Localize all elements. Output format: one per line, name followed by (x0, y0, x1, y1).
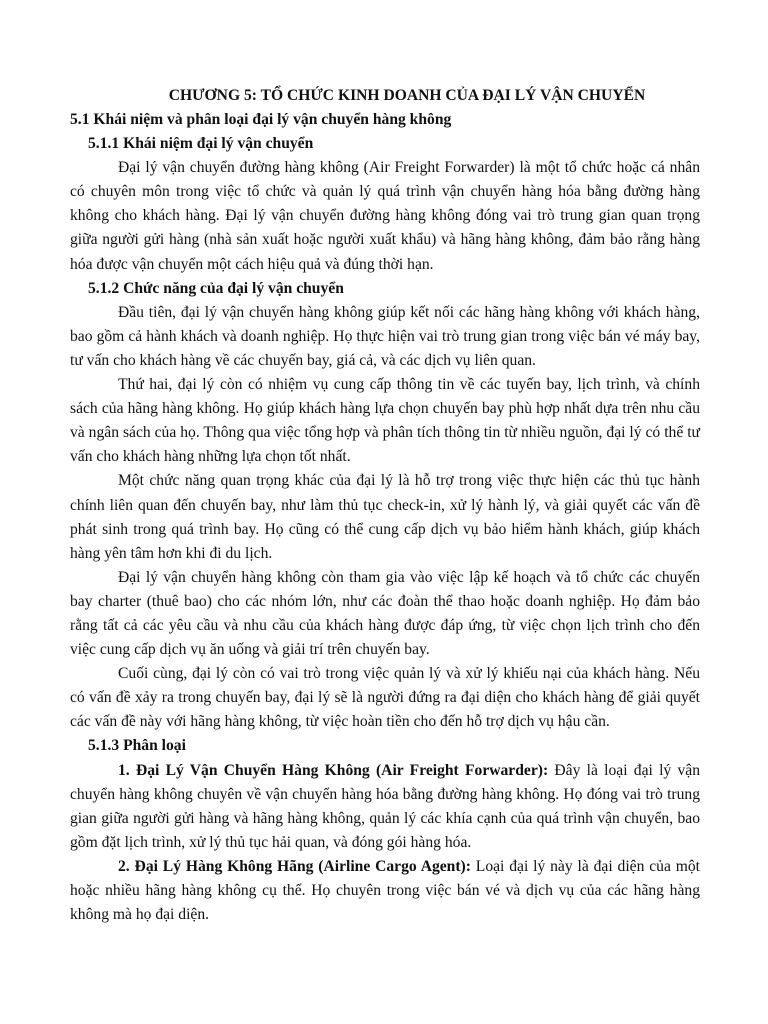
paragraph-function-2: Thứ hai, đại lý còn có nhiệm vụ cung cấp thông tin về các tuyến bay, lịch trình, và chính sách của hãng hàng không. Họ giúp khách hàng lựa chọn chuyến bay phù hợp nhất dựa trên nhu cầu và ngân sách của họ. Thông qua việc tổng hợp và phân tích thông tin từ nhiều nguồn, đại lý có thể tư vấn cho khách hàng những lựa chọn tốt nhất. (70, 376, 700, 466)
paragraph-function-1: Đầu tiên, đại lý vận chuyển hàng không giúp kết nối các hãng hàng không với khách hàng, bao gồm cả hành khách và doanh nghiệp. Họ thực hiện vai trò trung gian trong việc bán vé máy bay, tư vấn cho khách hàng về các chuyến bay, giá cả, và các dịch vụ liên quan. (70, 303, 700, 369)
section-heading-5-1-1: 5.1.1 Khái niệm đại lý vận chuyển (88, 135, 314, 153)
paragraph-function-3: Một chức năng quan trọng khác của đại lý là hỗ trợ trong việc thực hiện các thủ tục hành chính liên quan đến chuyến bay, như làm thủ tục check-in, xử lý hành lý, và giải quyết các vấn đề phát sinh trong quá trình bay. Họ cũng có thể cung cấp dịch vụ bảo hiểm hành khách, giúp khách hàng yên tâm hơn khi đi du lịch. (70, 472, 700, 562)
paragraph-function-5: Cuối cùng, đại lý còn có vai trò trong việc quản lý và xử lý khiếu nại của khách hàng. Nếu có vấn đề xảy ra trong chuyến bay, đại lý sẽ là người đứng ra đại diện cho khách hàng để giải quyết các vấn đề này với hãng hàng không, từ việc hoàn tiền cho đến hỗ trợ dịch vụ hậu cần. (70, 665, 700, 731)
document-page (70, 84, 700, 927)
classification-text: Loại đại lý này là đại diện của một hoặc nhiều hãng hàng không cụ thể. Họ chuyên trong việc bán vé và dịch vụ của các hãng hàng không mà họ đại diện. (70, 857, 700, 924)
paragraph-function-4: Đại lý vận chuyển hàng không còn tham gia vào việc lập kế hoạch và tổ chức các chuyến bay charter (thuê bao) cho các nhóm lớn, như các đoàn thể thao hoặc doanh nghiệp. Họ đảm bảo rằng tất cả các yêu cầu và nhu cầu của khách hàng được đáp ứng, từ việc chọn lịch trình cho đến việc cung cấp dịch vụ ăn uống và giải trí trên chuyến bay. (70, 568, 700, 659)
classification-text: Đây là loại đại lý vận chuyển hàng không chuyên về vận chuyển hàng hóa bằng đường hàng không. Họ đóng vai trò trung gian giữa người gửi hàng và hãng hàng không, quản lý các khía cạnh của quá trình vận chuyển, bao gồm đặt lịch trình, xử lý thủ tục hải quan, và đóng gói hàng hóa. (70, 761, 700, 851)
chapter-title: CHƯƠNG 5: TỔ CHỨC KINH DOANH CỦA ĐẠI LÝ VẬN CHUYỂN (168, 87, 646, 104)
section-heading-5-1: 5.1 Khái niệm và phân loại đại lý vận chuyển hàng không (70, 111, 452, 128)
classification-label: 1. Đại Lý Vận Chuyển Hàng Không (Air Freight Forwarder): (118, 761, 549, 779)
section-heading-5-1-2: 5.1.2 Chức năng của đại lý vận chuyển (88, 279, 344, 297)
paragraph-definition: Đại lý vận chuyển đường hàng không (Air Freight Forwarder) là một tổ chức hoặc cá nhân có chuyên môn trong việc tổ chức và quản lý quá trình vận chuyển hàng hóa bằng đường hàng không cho khách hàng. Đại lý vận chuyển đường hàng không đóng vai trò trung gian quan trọng giữa người gửi hàng (nhà sản xuất hoặc người xuất khẩu) và hãng hàng không, đảm bảo rằng hàng hóa được vận chuyển một cách hiệu quả và đúng thời hạn. (70, 159, 700, 273)
classification-label: 2. Đại Lý Hàng Không Hãng (Airline Cargo Agent): (118, 857, 471, 875)
classification-item-1 (70, 759, 700, 855)
classification-item-2 (70, 855, 700, 927)
section-heading-5-1-3: 5.1.3 Phân loại (88, 737, 186, 755)
